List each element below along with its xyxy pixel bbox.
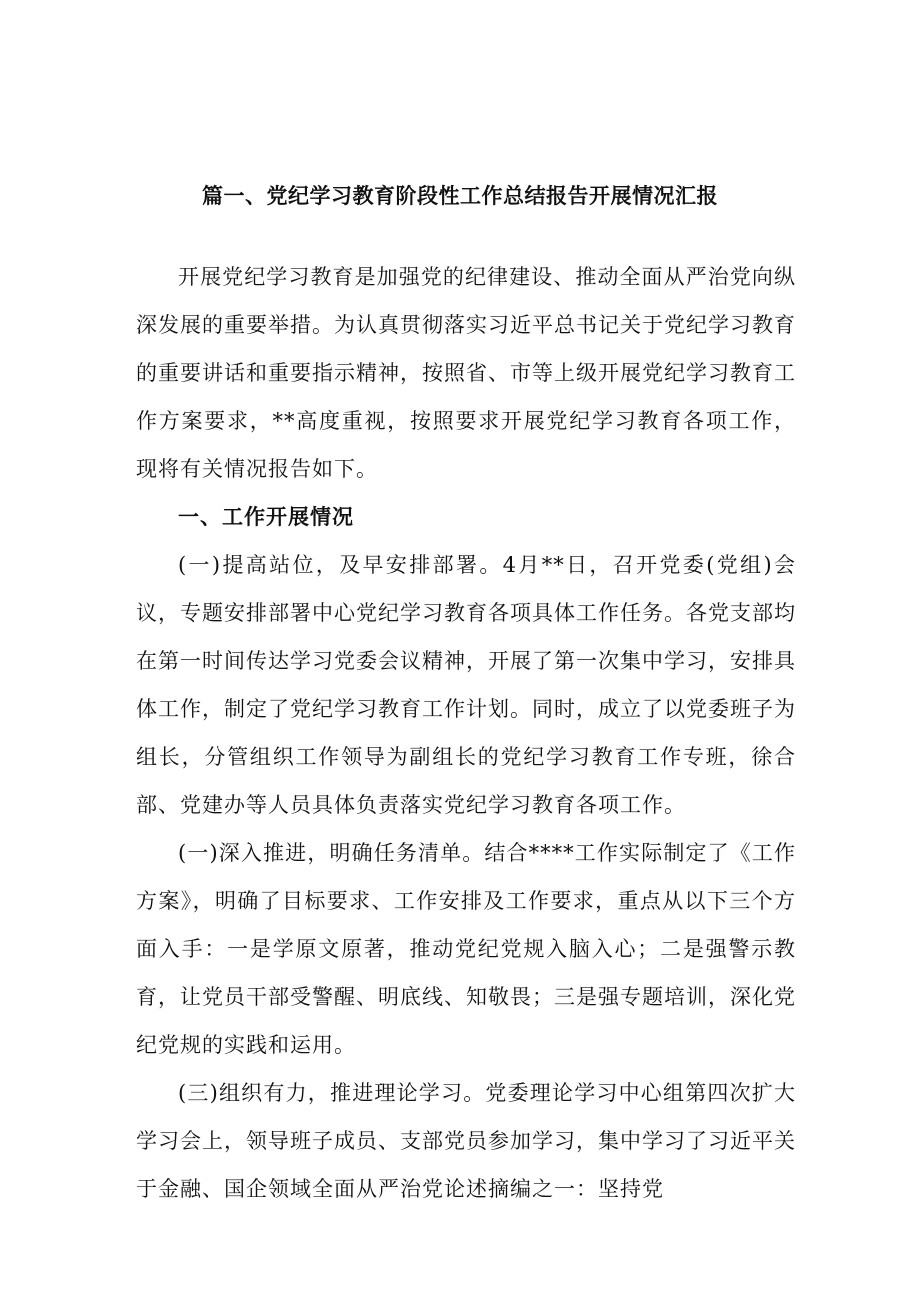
intro-paragraph: 开展党纪学习教育是加强党的纪律建设、推动全面从严治党向纵深发展的重要举措。为认真贯彻落实习近平总书记关于党纪学习教育的重要讲话和重要指示精神，按照省、市等上级开展党纪学习教育工作方案要求，**高度重视，按照要求开展党纪学习教育各项工作，现将有关情况报告如下。	[136, 265, 796, 481]
document-body	[136, 253, 796, 1213]
paragraph-1: (一)提高站位，及早安排部署。4月**日，召开党委(党组)会议，专题安排部署中心党纪学习教育各项具体工作任务。各党支部均在第一时间传达学习党委会议精神，开展了第一次集中学习，安排具体工作，制定了党纪学习教育工作计划。同时，成立了以党委班子为组长，分管组织工作领导为副组长的党纪学习教育工作专班，徐合部、党建办等人员具体负责落实党纪学习教育各项工作。	[136, 553, 796, 817]
paragraph-2: (一)深入推进，明确任务清单。结合****工作实际制定了《工作方案》，明确了目标要求、工作安排及工作要求，重点从以下三个方面入手：一是学原文原著，推动党纪党规入脑入心；二是强警示教育，让党员干部受警醒、明底线、知敬畏；三是强专题培训，深化党纪党规的实践和运用。	[136, 841, 796, 1057]
paragraph-3: (三)组织有力，推进理论学习。党委理论学习中心组第四次扩大学习会上，领导班子成员、支部党员参加学习，集中学习了习近平关于金融、国企领域全面从严治党论述摘编之一：坚持党	[136, 1081, 796, 1201]
section-heading: 一、工作开展情况	[178, 504, 354, 529]
document-title: 篇一、党纪学习教育阶段性工作总结报告开展情况汇报	[202, 183, 718, 208]
